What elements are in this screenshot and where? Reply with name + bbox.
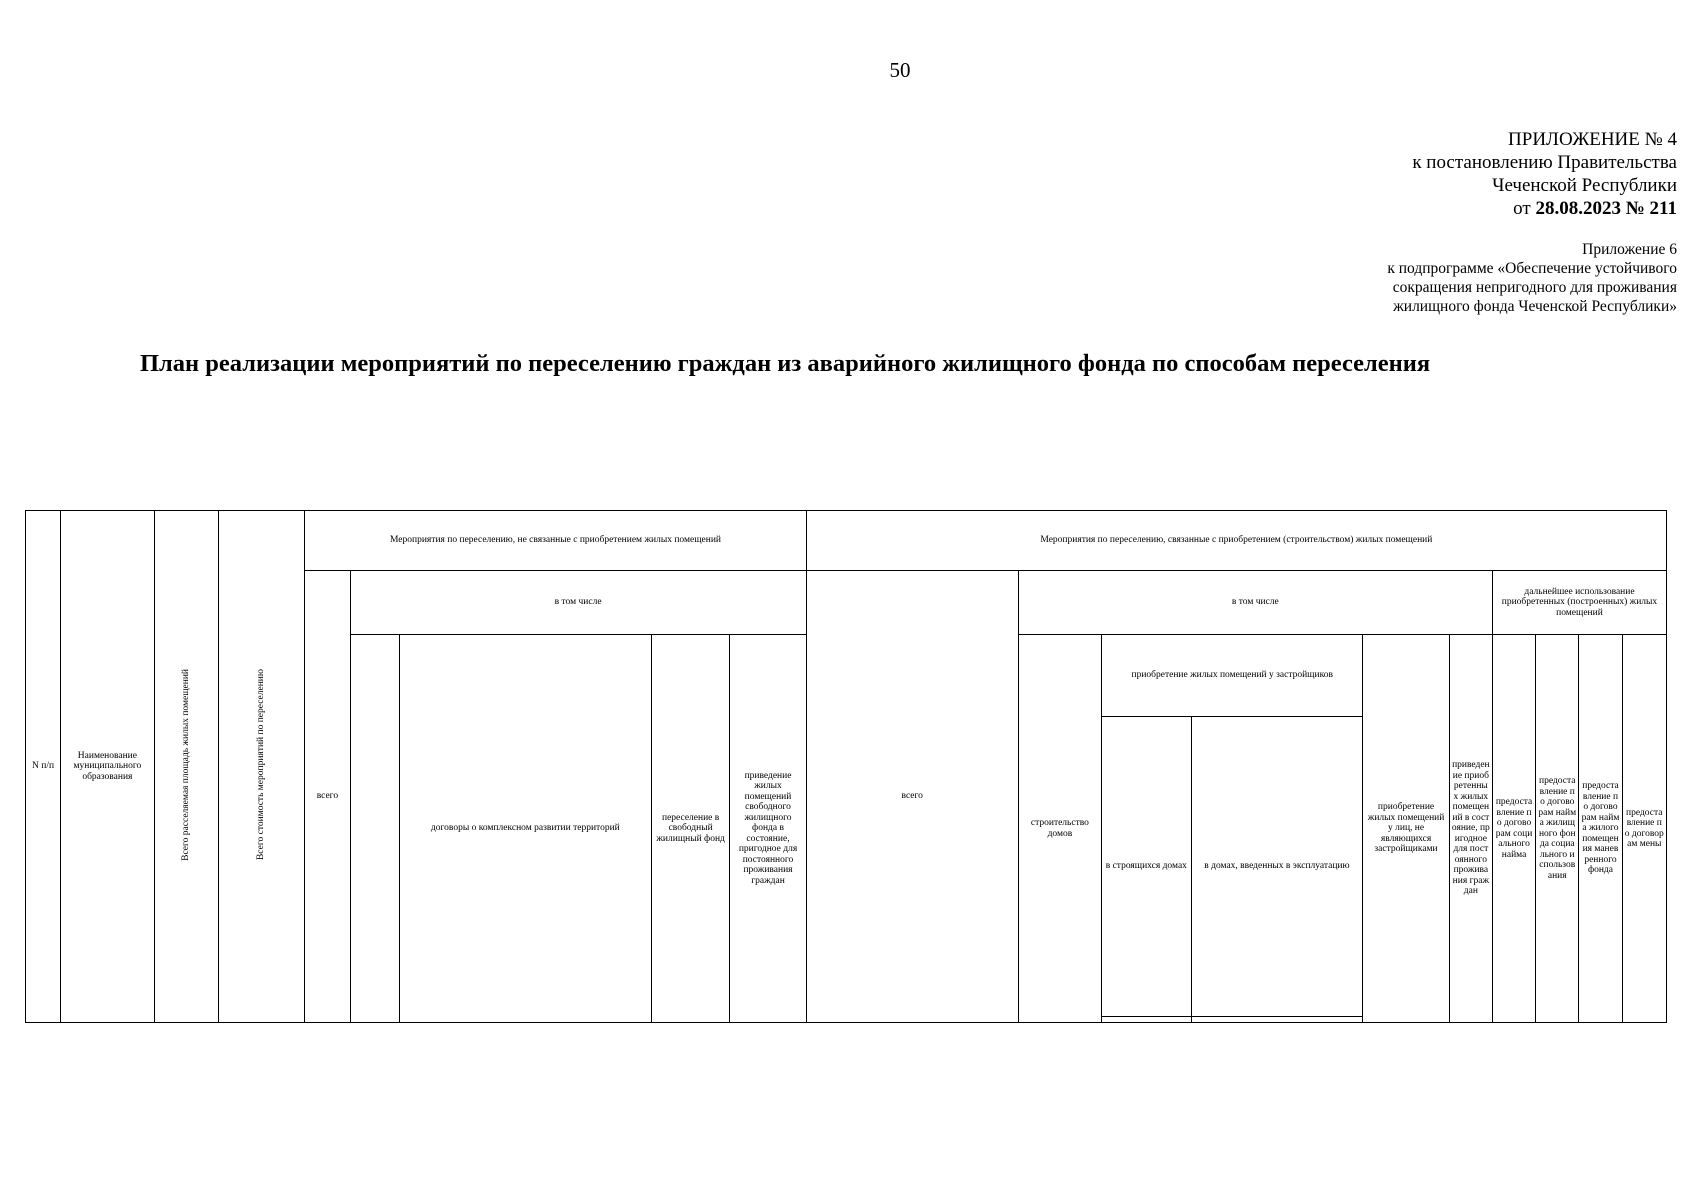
header-free-fund: переселение в свободный жилищный фонд xyxy=(651,635,729,1023)
header-acq-from-developers: приобретение жилых помещений у застройщиков xyxy=(1102,635,1363,717)
header-in-operation: в домах, введенных в эксплуатацию xyxy=(1191,717,1363,1017)
header-acq-from-non-developers: приобретение жилых помещений у лиц, не являющихся застройщиками xyxy=(1363,635,1449,1023)
appendix-date-prefix: от xyxy=(1513,198,1536,219)
header-spacer-operation xyxy=(1191,1017,1363,1023)
sub-appendix-header xyxy=(1387,240,1677,316)
header-empty-subcol xyxy=(350,635,399,1023)
appendix-resolution: к постановлению Правительства xyxy=(1412,152,1677,173)
page-number: 50 xyxy=(889,58,911,82)
header-including-acquisition: в том числе xyxy=(1018,571,1492,635)
sub-appendix-title: Приложение 6 xyxy=(1582,241,1677,258)
header-cost: Всего стоимость мероприятий по переселению xyxy=(256,669,267,861)
appendix-header xyxy=(1412,128,1677,220)
header-bringing-acquired: приведение приобретенных жилых помещений в состояние, пригодное для постоянного проживания граждан xyxy=(1449,635,1492,1023)
appendix-republic: Чеченской Республики xyxy=(1492,175,1677,196)
header-complex-development: договоры о комплексном развитии территорий xyxy=(399,635,651,1023)
header-rent-maneuver-fund: предоставление по договорам найма жилого помещения маневренного фонда xyxy=(1579,635,1622,1023)
header-area: Всего расселяемая площадь жилых помещений xyxy=(180,668,191,861)
header-num: N п/п xyxy=(26,511,61,1023)
header-including-not-acquisition: в том числе xyxy=(350,571,806,635)
header-area-cell xyxy=(154,511,218,1023)
header-building-houses: строительство домов xyxy=(1018,635,1101,1023)
header-bringing-free-fund: приведение жилых помещений свободного жилищного фонда в состояние, пригодное для постоянного проживания граждан xyxy=(730,635,806,1023)
resettlement-plan-table xyxy=(25,510,1667,1023)
appendix-title: ПРИЛОЖЕНИЕ № 4 xyxy=(1508,129,1677,150)
document-title: План реализации мероприятий по переселению граждан из аварийного жилищного фонда по способам переселения xyxy=(140,350,1431,377)
header-in-construction: в строящихся домах xyxy=(1102,717,1191,1017)
sub-appendix-line-2: к подпрограмме «Обеспечение устойчивого xyxy=(1387,260,1677,277)
header-group-not-acquisition: Мероприятия по переселению, не связанные с приобретением жилых помещений xyxy=(305,511,806,571)
appendix-date-number: 28.08.2023 № 211 xyxy=(1535,198,1677,219)
header-social-rent: предоставление по договорам социального найма xyxy=(1492,635,1535,1023)
sub-appendix-line-4: жилищного фонда Чеченской Республики» xyxy=(1393,298,1677,315)
header-rent-social-fund: предоставление по договорам найма жилищного фонда социального использования xyxy=(1536,635,1579,1023)
header-municipality: Наименование муниципального образования xyxy=(61,511,154,1023)
header-total-not-acquisition: всего xyxy=(305,571,350,1023)
header-exchange: предоставление по договорам мены xyxy=(1622,635,1666,1023)
header-further-use: дальнейшее использование приобретенных (построенных) жилых помещений xyxy=(1492,571,1666,635)
sub-appendix-line-3: сокращения непригодного для проживания xyxy=(1392,279,1677,296)
header-spacer-construction xyxy=(1102,1017,1191,1023)
appendix-date-line xyxy=(1412,197,1677,220)
header-cost-cell xyxy=(218,511,304,1023)
header-total-acquisition: всего xyxy=(806,571,1018,1023)
header-group-acquisition: Мероприятия по переселению, связанные с приобретением (строительством) жилых помещений xyxy=(806,511,1666,571)
